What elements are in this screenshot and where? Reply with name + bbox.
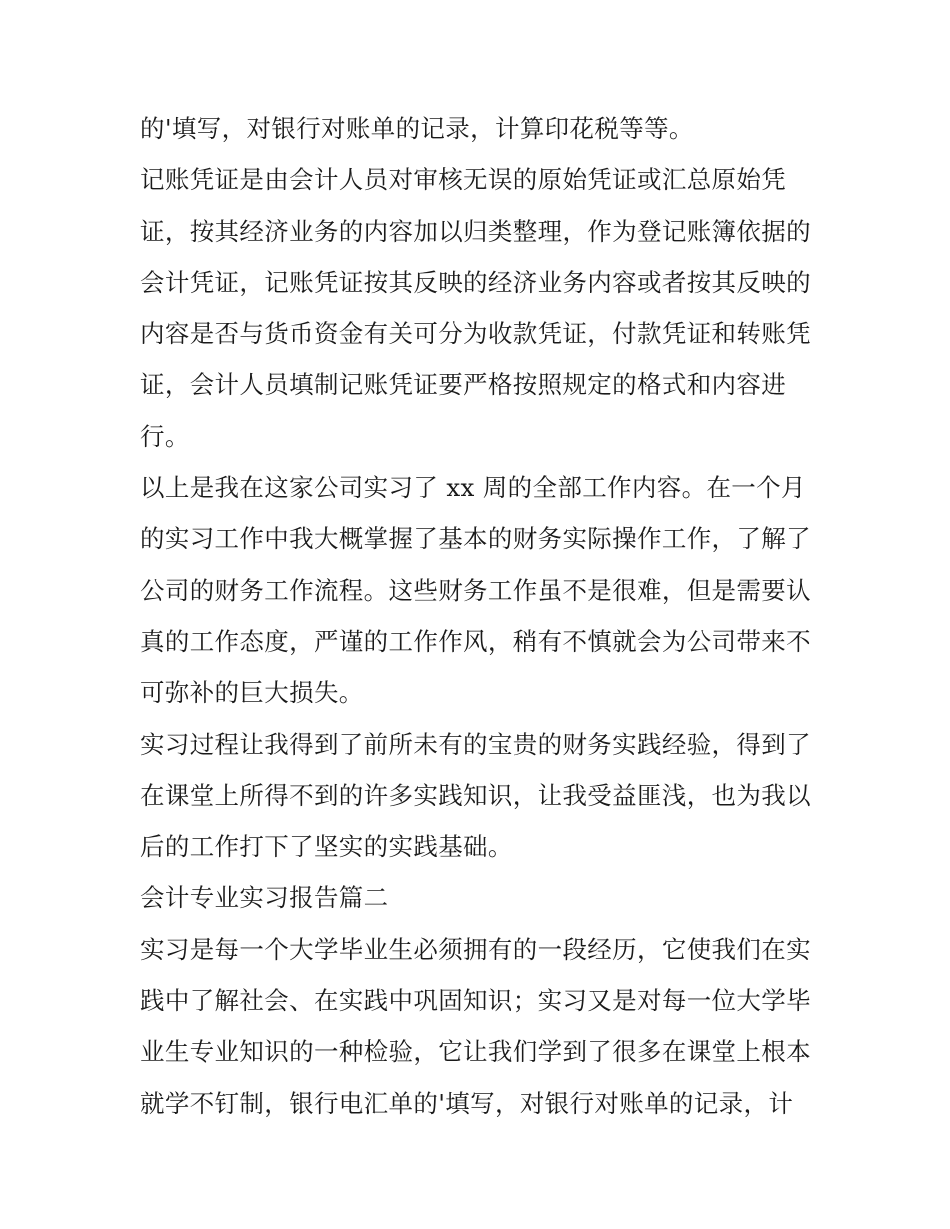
text-line: 公司的财务工作流程。这些财务工作虽不是很难，但是需要认: [140, 575, 811, 605]
text-line: 的实习工作中我大概掌握了基本的财务实际操作工作，了解了: [140, 524, 811, 554]
section-heading: 会计专业实习报告篇二: [140, 883, 389, 913]
text-line: 业生专业知识的一种检验，它让我们学到了很多在课堂上根本: [140, 1037, 811, 1067]
text-line: 在课堂上所得不到的许多实践知识，让我受益匪浅，也为我以: [140, 780, 811, 810]
text-line: 真的工作态度，严谨的工作作风，稍有不慎就会为公司带来不: [140, 626, 811, 656]
text-line: 会计凭证，记账凭证按其反映的经济业务内容或者按其反映的: [140, 267, 811, 297]
text-line: 记账凭证是由会计人员对审核无误的原始凭证或汇总原始凭: [140, 165, 787, 195]
text-line: 以上是我在这家公司实习了 xx 周的全部工作内容。在一个月: [140, 473, 806, 503]
text-line: 证，按其经济业务的内容加以归类整理，作为登记账簿依据的: [140, 216, 811, 246]
text-line: 的'填写，对银行对账单的记录，计算印花税等等。: [140, 114, 694, 143]
text-line: 后的工作打下了坚实的实践基础。: [140, 832, 513, 862]
text-line: 践中了解社会、在实践中巩固知识；实习又是对每一位大学毕: [140, 986, 811, 1016]
text-line: 实习过程让我得到了前所未有的宝贵的财务实践经验，得到了: [140, 729, 811, 759]
text-line: 实习是每一个大学毕业生必须拥有的一段经历，它使我们在实: [140, 934, 811, 964]
text-line: 行。: [140, 421, 190, 451]
text-line: 就学不钉制，银行电汇单的'填写，对银行对账单的记录，计: [140, 1088, 794, 1118]
document-body: [140, 103, 816, 1129]
text-line: 内容是否与货币资金有关可分为收款凭证，付款凭证和转账凭: [140, 319, 811, 349]
text-line: 可弥补的巨大损失。: [140, 678, 364, 708]
text-line: 证，会计人员填制记账凭证要严格按照规定的格式和内容进: [140, 370, 787, 400]
